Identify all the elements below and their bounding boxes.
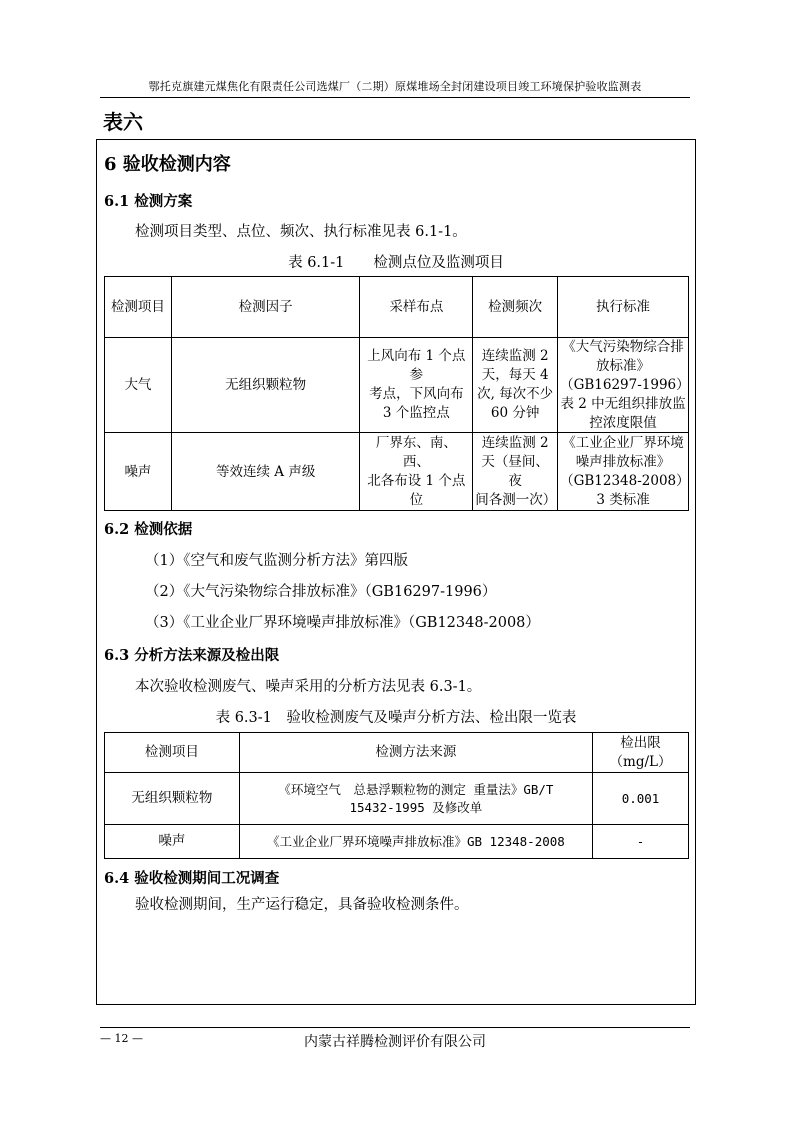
header-cell: 检测频次 <box>473 277 558 338</box>
cell-item: 噪声 <box>105 433 172 511</box>
header-cell: 检测方法来源 <box>239 733 592 773</box>
cell-line: 天，每天 4 <box>481 367 549 384</box>
cell-line: 控浓度限值 <box>589 414 657 431</box>
table-6-3-1-caption: 表 6.3-1 验收检测废气及噪声分析方法、检出限一览表 <box>215 710 577 726</box>
cell-line: 《工业企业厂界环境噪声排放标准》GB 12348-2008 <box>266 833 565 849</box>
cell-factor: 无组织颗粒物 <box>171 338 360 433</box>
page-number: — 12 — <box>100 1032 143 1045</box>
section-6-3-title: 6.3 分析方法来源及检出限 <box>104 647 280 664</box>
section-6-1-title: 6.1 检测方案 <box>104 193 193 210</box>
cell-points <box>360 338 473 433</box>
page-footer <box>100 1027 690 1050</box>
content-frame <box>96 139 696 1005</box>
reference-item: （2）《大气污染物综合排放标准》（GB16297-1996） <box>145 584 497 600</box>
page-header <box>100 78 690 98</box>
header-cell: 执行标准 <box>558 277 689 338</box>
page-header-title: 鄂托克旗建元煤焦化有限责任公司选煤厂（二期）原煤堆场全封闭建设项目竣工环境保护验收监测表 <box>148 80 642 93</box>
header-cell: 检测项目 <box>105 277 172 338</box>
table-6-1-1-caption: 表 6.1-1 检测点位及监测项目 <box>288 255 504 271</box>
cell-line: 次, 每次不少 <box>477 386 554 403</box>
section-6-2-title: 6.2 检测依据 <box>104 521 193 538</box>
table-6-1-1 <box>104 276 689 511</box>
table-header-row <box>105 733 689 773</box>
cell-item: 大气 <box>105 338 172 433</box>
cell-line: 3 个监控点 <box>382 405 450 422</box>
cell-limit: - <box>593 825 689 859</box>
cell-line: 天（昼间、夜 <box>481 454 549 489</box>
cell-line: 连续监测 2 <box>481 348 549 365</box>
cell-line: 3 类标准 <box>596 491 650 508</box>
cell-line: （mg/L） <box>609 753 672 770</box>
cell-line: 间各测一次） <box>475 491 557 508</box>
cell-line: 放标准》 <box>596 357 651 374</box>
header-cell: 采样布点 <box>360 277 473 338</box>
section-6-4-title: 6.4 验收检测期间工况调查 <box>104 870 280 887</box>
section-label: 表六 <box>103 110 143 134</box>
header-cell <box>593 733 689 773</box>
table-row <box>105 433 689 511</box>
cell-item: 无组织颗粒物 <box>105 773 240 825</box>
section-6-4-text: 验收检测期间，生产运行稳定，具备验收检测条件。 <box>135 897 469 913</box>
section-6-1-intro: 检测项目类型、点位、频次、执行标准见表 6.1-1。 <box>135 224 467 240</box>
cell-line: （GB16297-1996） <box>560 376 690 393</box>
cell-frequency <box>473 338 558 433</box>
cell-item: 噪声 <box>105 825 240 859</box>
cell-line: 《大气污染物综合排 <box>562 339 684 355</box>
cell-line: 上风向布 1 个点参 <box>367 348 466 384</box>
cell-line: 表 2 中无组织排放监 <box>560 395 686 412</box>
section-6-3-intro: 本次验收检测废气、噪声采用的分析方法见表 6.3-1。 <box>135 679 482 695</box>
reference-item: （3）《工业企业厂界环境噪声排放标准》（GB12348-2008） <box>145 615 540 631</box>
reference-item: （1）《空气和废气监测分析方法》第四版 <box>145 553 408 569</box>
cell-limit: 0.001 <box>593 773 689 825</box>
cell-line: 北各布设 1 个点位 <box>367 472 466 508</box>
cell-line: 连续监测 2 <box>481 435 549 452</box>
cell-line: 厂界东、南、西、 <box>375 435 457 471</box>
cell-method <box>239 773 592 825</box>
cell-line: 《工业企业厂界环境 <box>562 435 684 452</box>
cell-points <box>360 433 473 511</box>
cell-line: 噪声排放标准》 <box>575 454 671 471</box>
table-row <box>105 338 689 433</box>
header-cell: 检测因子 <box>171 277 360 338</box>
cell-line: 考点，下风向布 <box>369 386 464 403</box>
table-header-row <box>105 277 689 338</box>
section-heading: 6 验收检测内容 <box>104 154 231 175</box>
cell-line: 《环境空气 总悬浮颗粒物的测定 重量法》GB/T <box>278 782 554 797</box>
cell-line: 60 分钟 <box>490 405 540 422</box>
header-cell: 检测项目 <box>105 733 240 773</box>
cell-frequency <box>473 433 558 511</box>
cell-standard <box>558 433 689 511</box>
footer-company: 内蒙古祥腾检测评价有限公司 <box>304 1034 486 1050</box>
cell-line: 检出限 <box>620 734 661 751</box>
cell-standard <box>558 338 689 433</box>
cell-line: 15432-1995 及修改单 <box>349 799 483 815</box>
table-row <box>105 825 689 859</box>
cell-factor: 等效连续 A 声级 <box>171 433 360 511</box>
cell-method <box>239 825 592 859</box>
cell-line: （GB12348-2008） <box>560 472 690 489</box>
table-6-3-1 <box>104 732 689 859</box>
table-row <box>105 773 689 825</box>
